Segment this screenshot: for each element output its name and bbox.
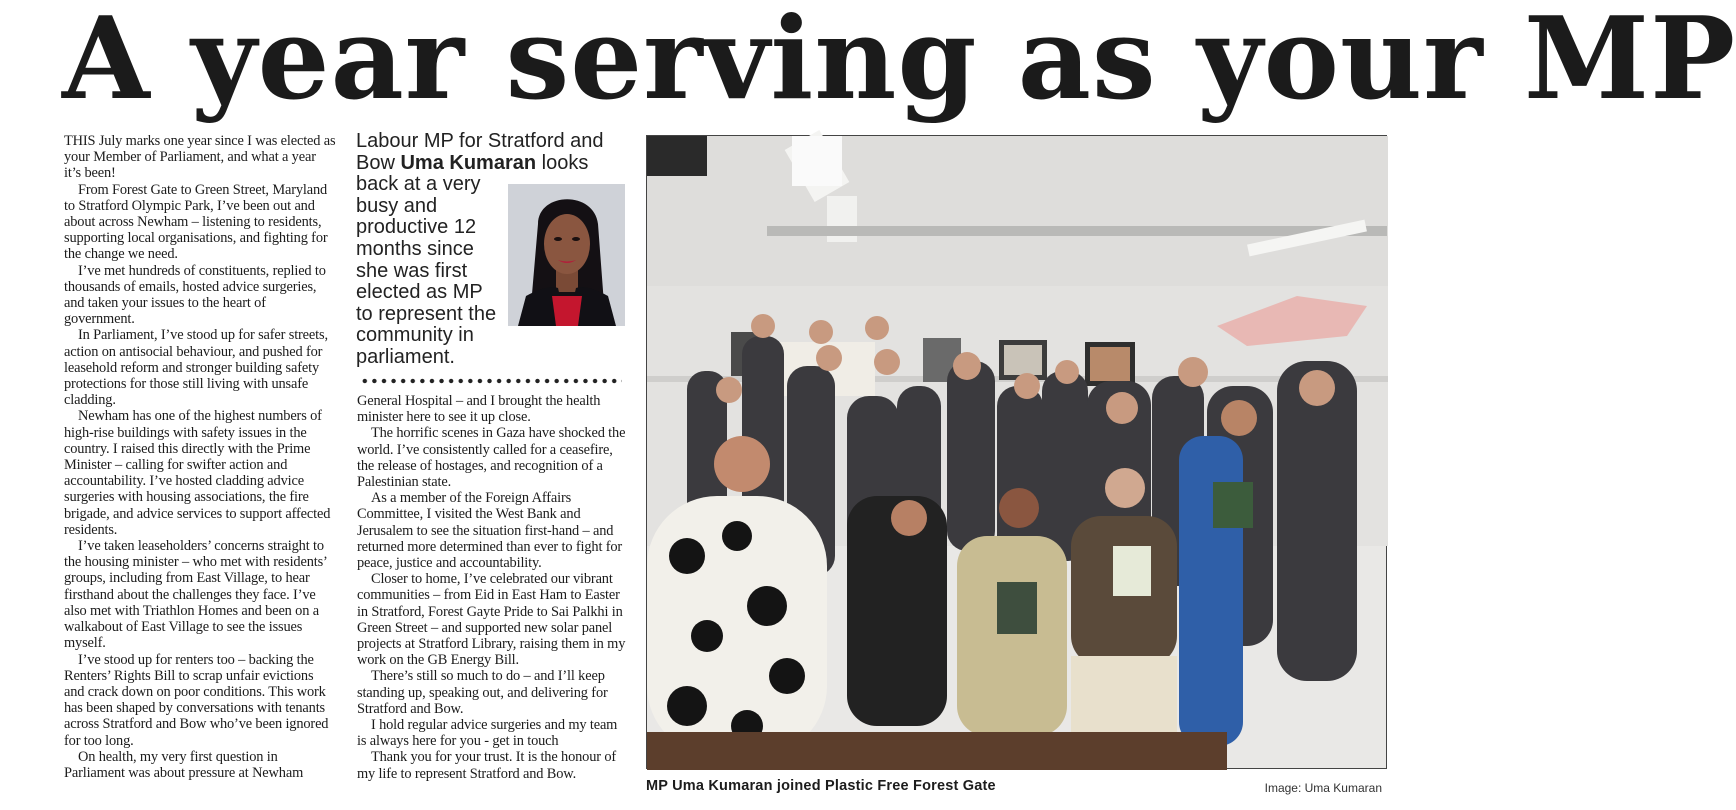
- article-column-1: [64, 133, 336, 781]
- photo-caption: MP Uma Kumaran joined Plastic Free Forest Gate: [646, 778, 996, 794]
- paragraph: Thank you for your trust. It is the honour of my life to represent Stratford and Bow.: [357, 749, 617, 782]
- paragraph: I hold regular advice surgeries and my team is always here for you - get in touch: [357, 717, 618, 750]
- paragraph: Newham has one of the highest numbers of high-rise buildings with safety issues in the country. I raised this directly with the Prime Minister – calling for swifter action and accountability. I’ve hosted cladding advice surgeries with housing associations, the fire brigade, and advice services to support affected residents.: [64, 408, 331, 538]
- paragraph: From Forest Gate to Green Street, Maryland to Stratford Olympic Park, I’ve been out and about across Newham – listening to residents, supporting local organisations, and fighting for the change we need.: [64, 181, 328, 263]
- standfirst-line2-pre: Bow: [356, 151, 401, 174]
- paragraph: General Hospital – and I brought the health minister here to see it up close.: [357, 393, 601, 426]
- group-photo: [646, 135, 1387, 769]
- mp-portrait: [508, 184, 625, 326]
- article-column-2: [357, 393, 629, 782]
- standfirst-name: Uma Kumaran: [400, 151, 537, 174]
- paragraph: I’ve stood up for renters too – backing the Renters’ Rights Bill to scrap unfair evictions and crack down on poor conditions. This work has been shaped by conversations with tenants across Stratford and Bow who’ve been ignored for too long.: [64, 651, 329, 749]
- group-photo-image: [647, 136, 1388, 770]
- paragraph: As a member of the Foreign Affairs Committee, I visited the West Bank and Jerusalem to see the situation first-hand – and returned more determined than ever to fight for peace, justice and accountability.: [357, 490, 623, 572]
- paragraph: On health, my very first question in Parliament was about pressure at Newham: [64, 748, 304, 781]
- paragraph: THIS July marks one year since I was elected as your Member of Parliament, and what a year it’s been!: [64, 133, 336, 182]
- paragraph: I’ve met hundreds of constituents, replied to thousands of emails, hosted advice surgeries, and taken your issues to the heart of government.: [64, 262, 326, 328]
- standfirst-line1: Labour MP for Stratford and: [356, 130, 604, 152]
- paragraph: There’s still so much to do – and I’ll keep standing up, speaking out, and delivering for Stratford and Bow.: [357, 668, 608, 717]
- paragraph: Closer to home, I’ve celebrated our vibrant communities – from Eid in East Ham to Easter in Stratford, Forest Gayte Pride to Sai Palkhi in Green Street – and supported new solar panel projects at Stratford Library, raising them in my work on the GB Energy Bill.: [357, 571, 626, 669]
- paragraph: I’ve taken leaseholders’ concerns straight to the housing minister – who met with residents’ groups, including from East Village, to hear firsthand about the challenges they face. I’ve also met with Triathlon Homes and been on a walkabout of East Village to see the issues myself.: [64, 538, 327, 652]
- paragraph: In Parliament, I’ve stood up for safer streets, action on antisocial behaviour, and pushed for leasehold reform and stronger building safety protections for those still living with unsafe cladding.: [64, 327, 328, 409]
- portrait-image: [508, 184, 625, 326]
- paragraph: The horrific scenes in Gaza have shocked the world. I’ve consistently called for a ceasefire, the release of hostages, and recognition of a Palestinian state.: [357, 425, 626, 491]
- dotted-divider: [360, 377, 622, 385]
- standfirst-rest: back at a very busy and productive 12 months since she was first elected as MP to represent the community in parliament.: [356, 173, 497, 368]
- headline: A year serving as your MP: [62, 0, 1736, 125]
- photo-credit: Image: Uma Kumaran: [1264, 781, 1382, 795]
- standfirst-line2-post: looks: [536, 151, 589, 174]
